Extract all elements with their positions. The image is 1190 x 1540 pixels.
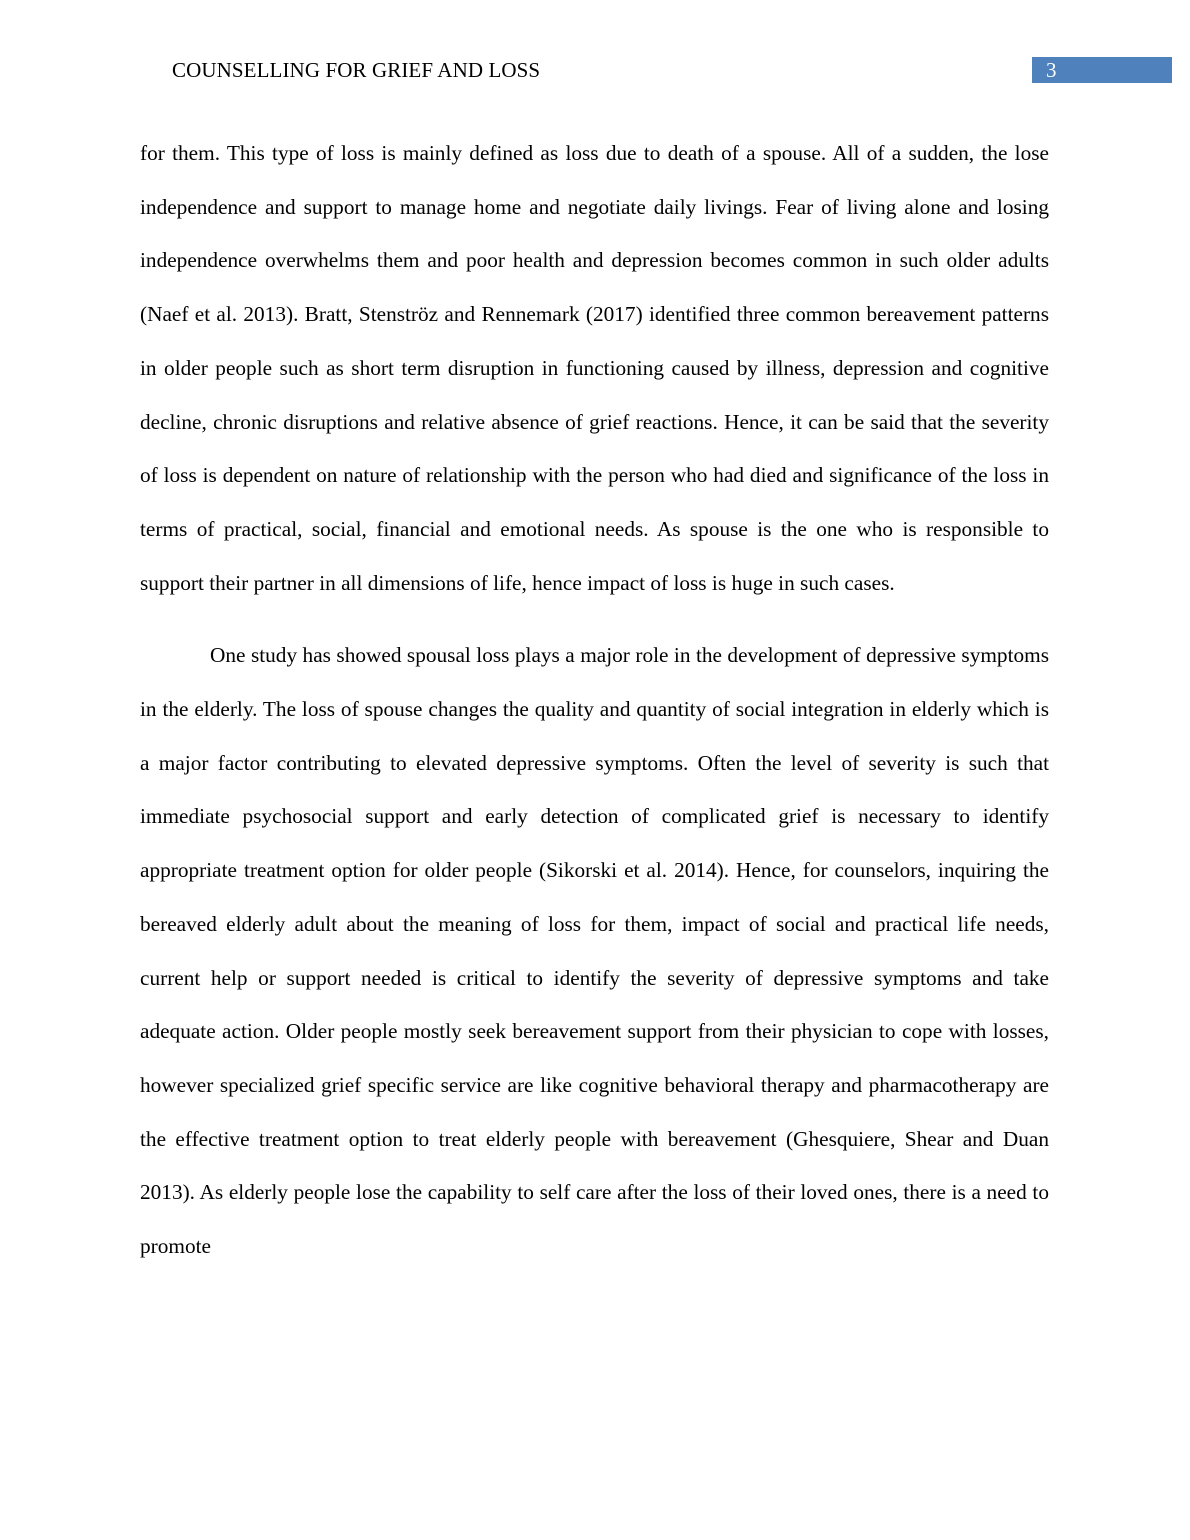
body-text	[140, 127, 1049, 1274]
running-head: COUNSELLING FOR GRIEF AND LOSS	[172, 58, 541, 82]
paragraph-continuation: for them. This type of loss is mainly defined as loss due to death of a spouse. All of a sudden, the lose independence and support to manage home and negotiate daily livings. Fear of living alone and losing independence overwhelms them and poor health and depression becomes common in such older adults (Naef et al. 2013). Bratt, Stenströz and Rennemark (2017) identified three common bereavement patterns in older people such as short term disruption in functioning caused by illness, depression and cognitive decline, chronic disruptions and relative absence of grief reactions. Hence, it can be said that the severity of loss is dependent on nature of relationship with the person who had died and significance of the loss in terms of practical, social, financial and emotional needs. As spouse is the one who is responsible to support their partner in all dimensions of life, hence impact of loss is huge in such cases.	[140, 141, 1049, 595]
page-number-badge	[1032, 57, 1172, 83]
page-number: 3	[1046, 58, 1057, 82]
paragraph-spousal-loss: One study has showed spousal loss plays a major role in the development of depressive symptoms in the elderly. The loss of spouse changes the quality and quantity of social integration in elderly which is a major factor contributing to elevated depressive symptoms. Often the level of severity is such that immediate psychosocial support and early detection of complicated grief is necessary to identify appropriate treatment option for older people (Sikorski et al. 2014). Hence, for counselors, inquiring the bereaved elderly adult about the meaning of loss for them, impact of social and practical life needs, current help or support needed is critical to identify the severity of depressive symptoms and take adequate action. Older people mostly seek bereavement support from their physician to cope with losses, however specialized grief specific service are like cognitive behavioral therapy and pharmacotherapy are the effective treatment option to treat elderly people with bereavement (Ghesquiere, Shear and Duan 2013). As elderly people lose the capability to self care after the loss of their loved ones, there is a need to promote	[140, 643, 1049, 1259]
